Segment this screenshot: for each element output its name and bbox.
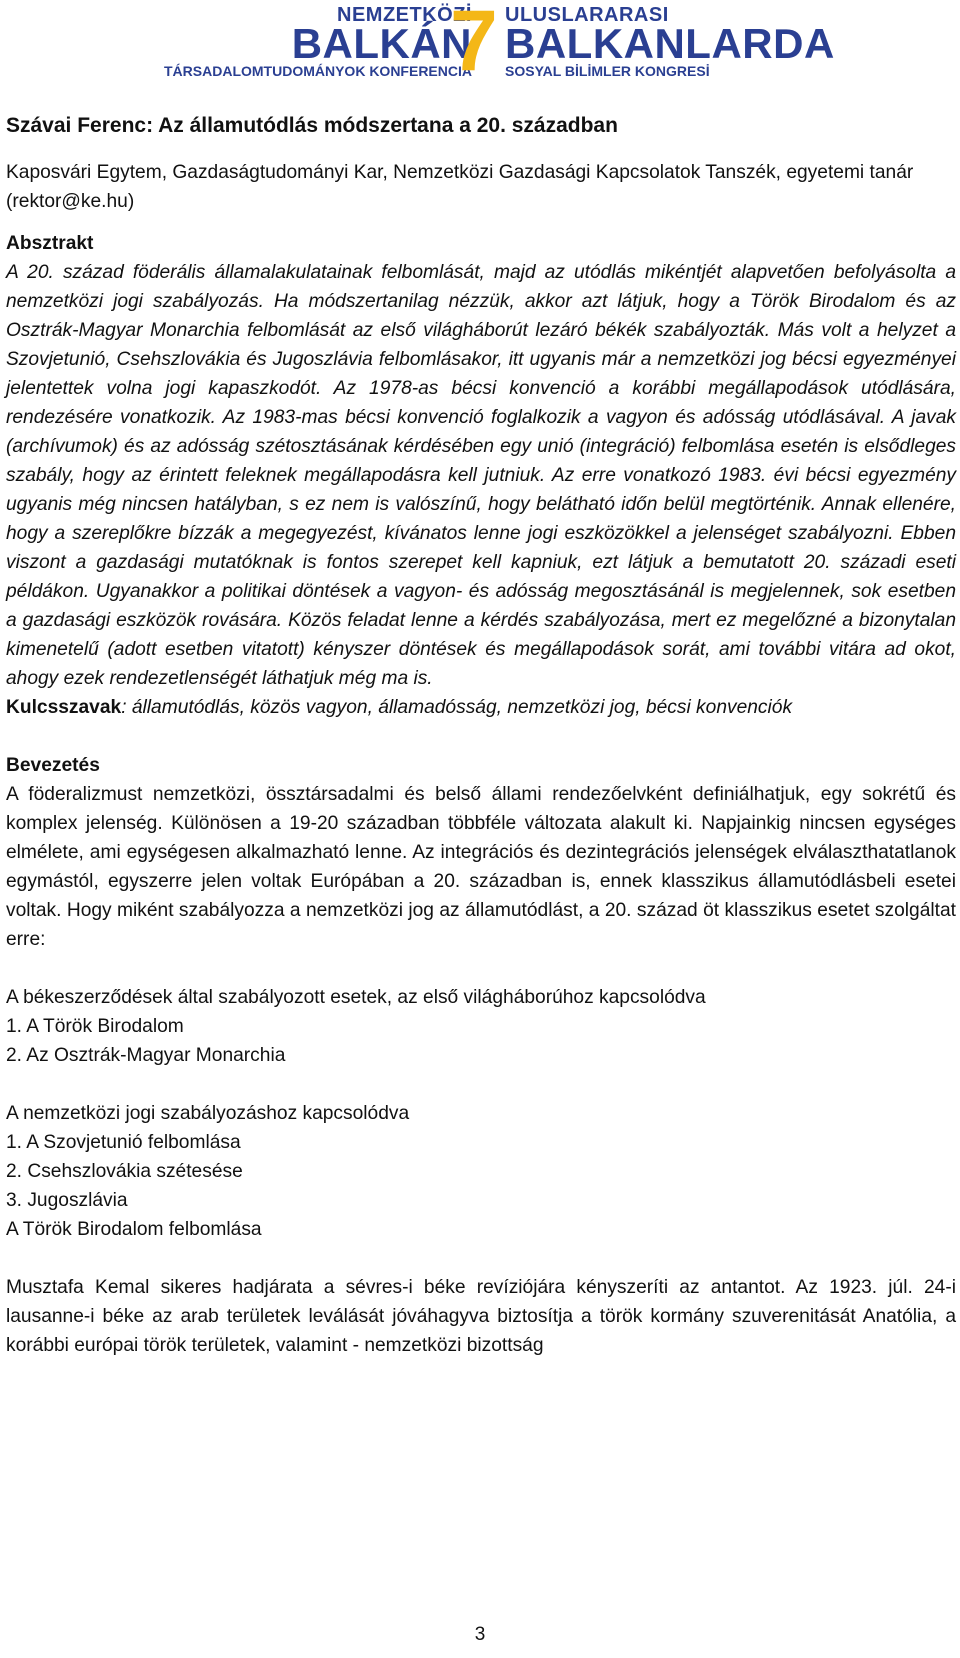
logo-turkish-block	[505, 4, 835, 80]
abstract-text: A 20. század föderális államalakulatainak felbomlását, majd az utódlás mikéntjét alapvetően befolyásolta a nemzetközi jogi szabályozás. Ha módszertanilag nézzük, akkor azt látjuk, hogy a Török Birodalom és az Osztrák-Magyar Monarchia felbomlását az első világháborút lezáró békék szabályozták. Más volt a helyzet a Szovjetunió, Csehszlovákia és Jugoszlávia felbomlásakor, itt ugyanis már a nemzetközi jog bécsi egyezményei jelentettek volna jogi kapaszkodót. Az 1978-as bécsi konvenció a korábbi megállapodások utódlására, rendezésére vonatkozik. Az 1983-mas bécsi konvenció foglalkozik a vagyon és adósság utódlásával. A javak (archívumok) és az adósság szétosztásának kérdésében egy unió (integráció) felbomlása esetén is elsődleges szabály, hogy az érintett feleknek megállapodásra kell jutniuk. Az erre vonatkozó 1983. évi bécsi egyezmény ugyanis még nincsen hatályban, s ez nem is valószínű, hogy belátható időn belül megtörténik. Annak ellenére, hogy a szereplőkre bízzák a megegyezést, kívánatos lenne jogi eszközökkel a jelenséget szabályozni. Ebben viszont a gazdasági mutatóknak is fontos szerepet kell kapniuk, ezt látjuk a bemutatott 20. századi eseti példákon. Ugyanakkor a politikai döntések a vagyon- és adósság megosztásánál is megjelennek, sok esetben a gazdasági eszközök rovására. Közös feladat lenne a kérdés szabályozása, mert ez megelőzné a bizonytalan kimenetelű (adott esetben vitatott) kényszer döntések és megállapodások sorát, ami további vitára ad okot, ahogy ezek rendezetlenségét láthatjuk még ma is.	[6, 262, 956, 689]
page-number: 3	[474, 1624, 486, 1645]
final-paragraph: Musztafa Kemal sikeres hadjárata a sévres-i béke revíziójára kényszeríti az antantot. Az 1923. júl. 24-i lausanne-i béke az arab területek leválását jóváhagyva biztosítja a török kormány szuverenitását Anatólia, a korábbi európai török területek, valamint - nemzetközi bizottság	[6, 1277, 956, 1356]
logo-hungarian-block	[164, 4, 472, 80]
conference-logo-header	[0, 0, 960, 89]
list-item: 1. A Szovjetunió felbomlása	[6, 1132, 241, 1153]
abstract-heading: Absztrakt	[6, 233, 94, 254]
intro-text: A föderalizmust nemzetközi, össztársadalmi és belső állami rendezőelvként definiálhatjuk, egy sokrétű és komplex jelenség. Különösen a 19-20 században többféle változata alakult ki. Napjainkig nincsen egységes elmélete, ami egységesen alkalmazható lenne. Az integrációs és dezintegrációs jelenségek elválaszthatatlanok egymástól, egyszerre jelen voltak Európában a 20. században is, ennek klasszikus államutódlásbeli esetei voltak. Hogy miként szabályozza a nemzetközi jog az államutódlást, a 20. század öt klasszikus esetet szolgáltat erre:	[6, 784, 956, 950]
logo-right-line2: BALKANLARDA	[505, 20, 835, 67]
logo-right-line1: ULUSLARARASI	[505, 4, 669, 26]
keywords-label: Kulcsszavak	[6, 697, 122, 718]
group2-heading: A nemzetközi jogi szabályozáshoz kapcsolódva	[6, 1103, 410, 1124]
keywords-line	[6, 693, 956, 722]
paper-title: Szávai Ferenc: Az államutódlás módszertana a 20. században	[6, 114, 618, 137]
document-body	[6, 112, 956, 1360]
list-item: 3. Jugoszlávia	[6, 1190, 128, 1211]
author-affiliation: Kaposvári Egytem, Gazdaságtudományi Kar, Nemzetközi Gazdasági Kapcsolatok Tanszék, egyetemi tanár (rektor@ke.hu)	[6, 162, 914, 212]
list-item: 1. A Török Birodalom	[6, 1016, 184, 1037]
logo-left-line2: BALKÁN	[291, 20, 472, 67]
intro-heading: Bevezetés	[6, 755, 100, 776]
logo-number: 7	[450, 0, 498, 89]
logo-left-line1: NEMZETKÖZİ	[337, 4, 472, 26]
keywords-text: : államutódlás, közös vagyon, államadósság, nemzetközi jog, bécsi konvenciók	[121, 697, 793, 718]
group1-heading: A békeszerződések által szabályozott esetek, az első világháborúhoz kapcsolódva	[6, 987, 706, 1008]
section-heading: A Török Birodalom felbomlása	[6, 1219, 262, 1240]
logo-left-line3: TÁRSADALOMTUDOMÁNYOK KONFERENCIA	[164, 63, 472, 79]
list-item: 2. Az Osztrák-Magyar Monarchia	[6, 1045, 286, 1066]
list-item: 2. Csehszlovákia szétesése	[6, 1161, 243, 1182]
logo-right-line3: SOSYAL BİLİMLER KONGRESİ	[505, 63, 710, 79]
